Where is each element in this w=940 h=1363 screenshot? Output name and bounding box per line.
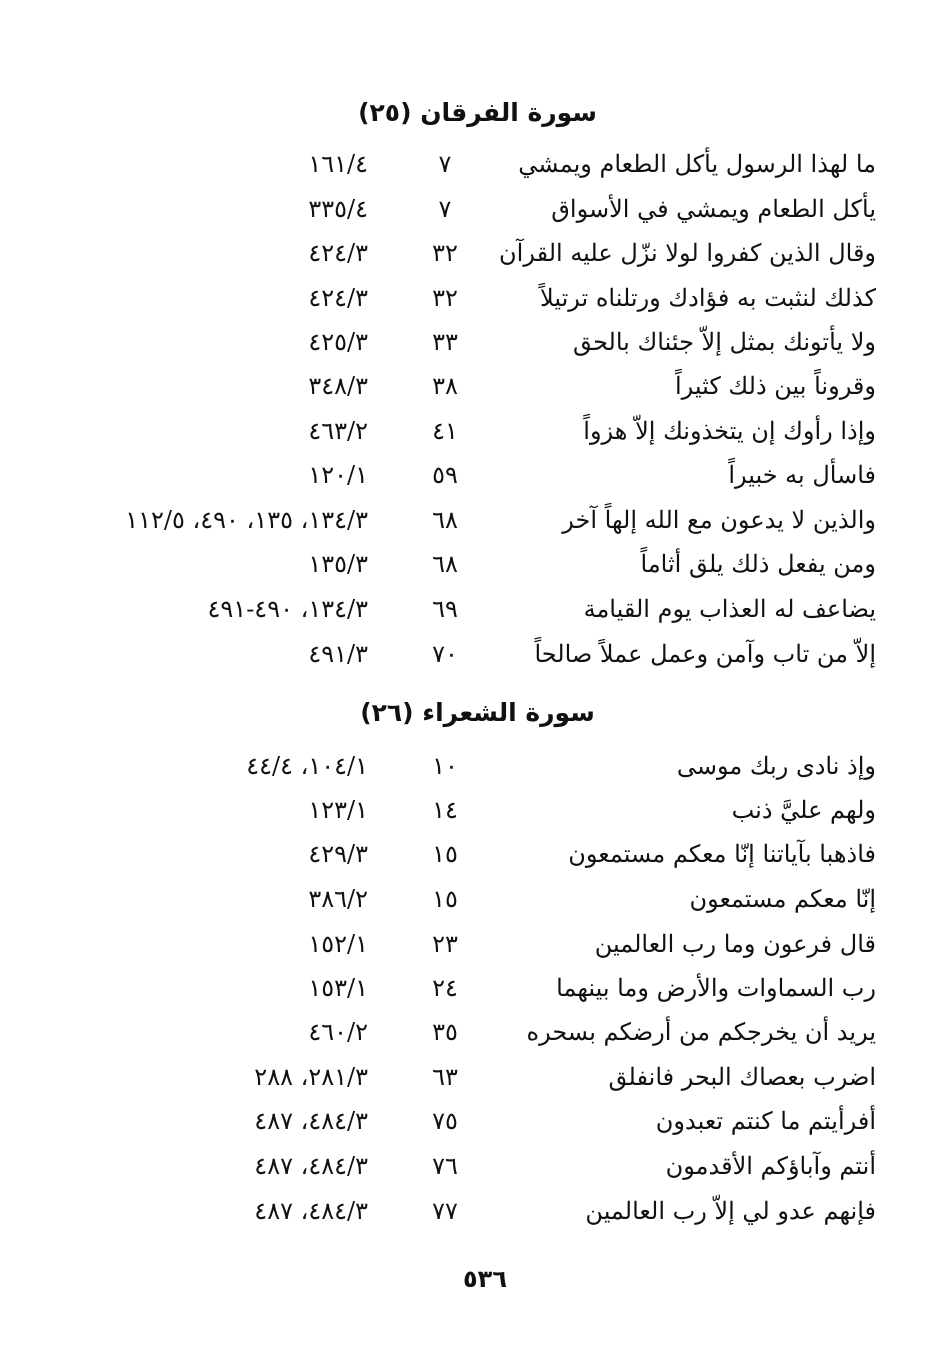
verse-number: ٤١: [432, 417, 458, 445]
verse-text: وإذا رأوك إن يتخذونك إلاّ هزواً: [583, 417, 876, 445]
verse-number: ٦٨: [432, 550, 458, 578]
verse-number: ٦٣: [432, 1063, 458, 1091]
verse-text: إلاّ من تاب وآمن وعمل عملاً صالحاً: [534, 640, 876, 668]
section-title: سورة الفرقان (٢٥): [358, 98, 597, 127]
verse-text: رب السماوات والأرض وما بينهما: [556, 974, 876, 1002]
index-row: [0, 142, 940, 187]
verse-text: كذلك لنثبت به فؤادك ورتلناه ترتيلاً: [540, 284, 876, 312]
verse-text: والذين لا يدعون مع الله إلهاً آخر: [562, 506, 876, 534]
index-row: [0, 1055, 940, 1100]
verse-text: وقال الذين كفروا لولا نزّل عليه القرآن: [499, 239, 876, 267]
index-row: [0, 744, 940, 789]
verse-text: وإذ نادى ربك موسى: [676, 752, 876, 780]
index-row: [0, 1144, 940, 1189]
verse-text: فإنهم عدو لي إلاّ رب العالمين: [585, 1197, 876, 1225]
index-row: [0, 632, 940, 677]
verse-number: ١٥: [432, 885, 458, 913]
verse-number: ٧٧: [432, 1197, 458, 1225]
index-row: [0, 1189, 940, 1234]
verse-text: فاذهبا بآياتنا إنّا معكم مستمعون: [568, 840, 876, 868]
verse-number: ٧: [438, 195, 452, 223]
page-reference: ١٢٠/١: [308, 461, 368, 489]
section-title: سورة الشعراء (٢٦): [360, 698, 595, 727]
page-reference: ٤٦٠/٢: [308, 1018, 368, 1046]
page-number: ٥٣٦: [463, 1265, 507, 1293]
verse-text: يريد أن يخرجكم من أرضكم بسحره: [526, 1018, 876, 1046]
index-row: [0, 877, 940, 922]
page-reference: ٣٨٦/٢: [308, 885, 368, 913]
index-row: [0, 966, 940, 1011]
verse-text: اضرب بعصاك البحر فانفلق: [608, 1063, 876, 1091]
verse-text: أنتم وآباؤكم الأقدمون: [665, 1152, 876, 1180]
verse-number: ٢٤: [432, 974, 458, 1002]
index-row: [0, 364, 940, 409]
index-row: [0, 320, 940, 365]
verse-text: ومن يفعل ذلك يلق أثاماً: [640, 550, 876, 578]
index-row: [0, 409, 940, 454]
page-reference: ١٣٥/٣: [308, 550, 368, 578]
verse-text: ولهم عليَّ ذنب: [731, 796, 876, 824]
verse-text: إنّا معكم مستمعون: [689, 885, 876, 913]
verse-number: ٣٥: [432, 1018, 458, 1046]
page-reference: ١٠٤/١، ٤٤/٤: [246, 752, 368, 780]
page-reference: ٤٨٤/٣، ٤٨٧: [254, 1107, 368, 1135]
page-reference: ٤٢٤/٣: [308, 284, 368, 312]
page-reference: ١٥٣/١: [308, 974, 368, 1002]
page-reference: ٤٢٥/٣: [308, 328, 368, 356]
verse-number: ٢٣: [432, 930, 458, 958]
verse-number: ٣٢: [432, 284, 458, 312]
index-row: [0, 1010, 940, 1055]
verse-number: ٦٩: [432, 595, 458, 623]
page-reference: ٣٣٥/٤: [308, 195, 368, 223]
verse-text: قال فرعون وما رب العالمين: [594, 930, 876, 958]
verse-number: ٧٠: [432, 640, 458, 668]
index-row: [0, 231, 940, 276]
page-reference: ١٢٣/١: [308, 796, 368, 824]
index-row: [0, 276, 940, 321]
page-reference: ٣٤٨/٣: [308, 372, 368, 400]
page-reference: ١٣٤/٣، ١٣٥، ٤٩٠، ١١٢/٥: [125, 506, 368, 534]
verse-number: ٣٨: [432, 372, 458, 400]
verse-text: ولا يأتونك بمثل إلاّ جئناك بالحق: [573, 328, 876, 356]
page-reference: ٤٢٤/٣: [308, 239, 368, 267]
verse-number: ١٥: [432, 840, 458, 868]
index-row: [0, 922, 940, 967]
index-row: [0, 187, 940, 232]
verse-text: فاسأل به خبيراً: [728, 461, 876, 489]
page-reference: ١٥٢/١: [308, 930, 368, 958]
verse-text: يضاعف له العذاب يوم القيامة: [583, 595, 876, 623]
page-reference: ٤٢٩/٣: [308, 840, 368, 868]
verse-number: ٦٨: [432, 506, 458, 534]
index-row: [0, 587, 940, 632]
verse-number: ٣٢: [432, 239, 458, 267]
verse-number: ٧٦: [432, 1152, 458, 1180]
index-row: [0, 542, 940, 587]
verse-number: ١٠: [432, 752, 458, 780]
verse-text: يأكل الطعام ويمشي في الأسواق: [551, 195, 876, 223]
page-reference: ٤٨٤/٣، ٤٨٧: [254, 1197, 368, 1225]
page-reference: ٤٨٤/٣، ٤٨٧: [254, 1152, 368, 1180]
page-reference: ٢٨١/٣، ٢٨٨: [254, 1063, 368, 1091]
verse-number: ٧٥: [432, 1107, 458, 1135]
verse-number: ٣٣: [432, 328, 458, 356]
index-row: [0, 498, 940, 543]
page-reference: ١٣٤/٣، ٤٩٠-٤٩١: [207, 595, 368, 623]
page-reference: ١٦١/٤: [308, 150, 368, 178]
index-row: [0, 832, 940, 877]
verse-number: ٧: [438, 150, 452, 178]
verse-text: أفرأيتم ما كنتم تعبدون: [655, 1107, 876, 1135]
index-row: [0, 788, 940, 833]
page-reference: ٤٩١/٣: [308, 640, 368, 668]
index-row: [0, 453, 940, 498]
verse-text: وقروناً بين ذلك كثيراً: [674, 372, 876, 400]
page-reference: ٤٦٣/٢: [308, 417, 368, 445]
verse-number: ٥٩: [432, 461, 458, 489]
verse-text: ما لهذا الرسول يأكل الطعام ويمشي: [518, 150, 876, 178]
verse-number: ١٤: [432, 796, 458, 824]
index-row: [0, 1099, 940, 1144]
